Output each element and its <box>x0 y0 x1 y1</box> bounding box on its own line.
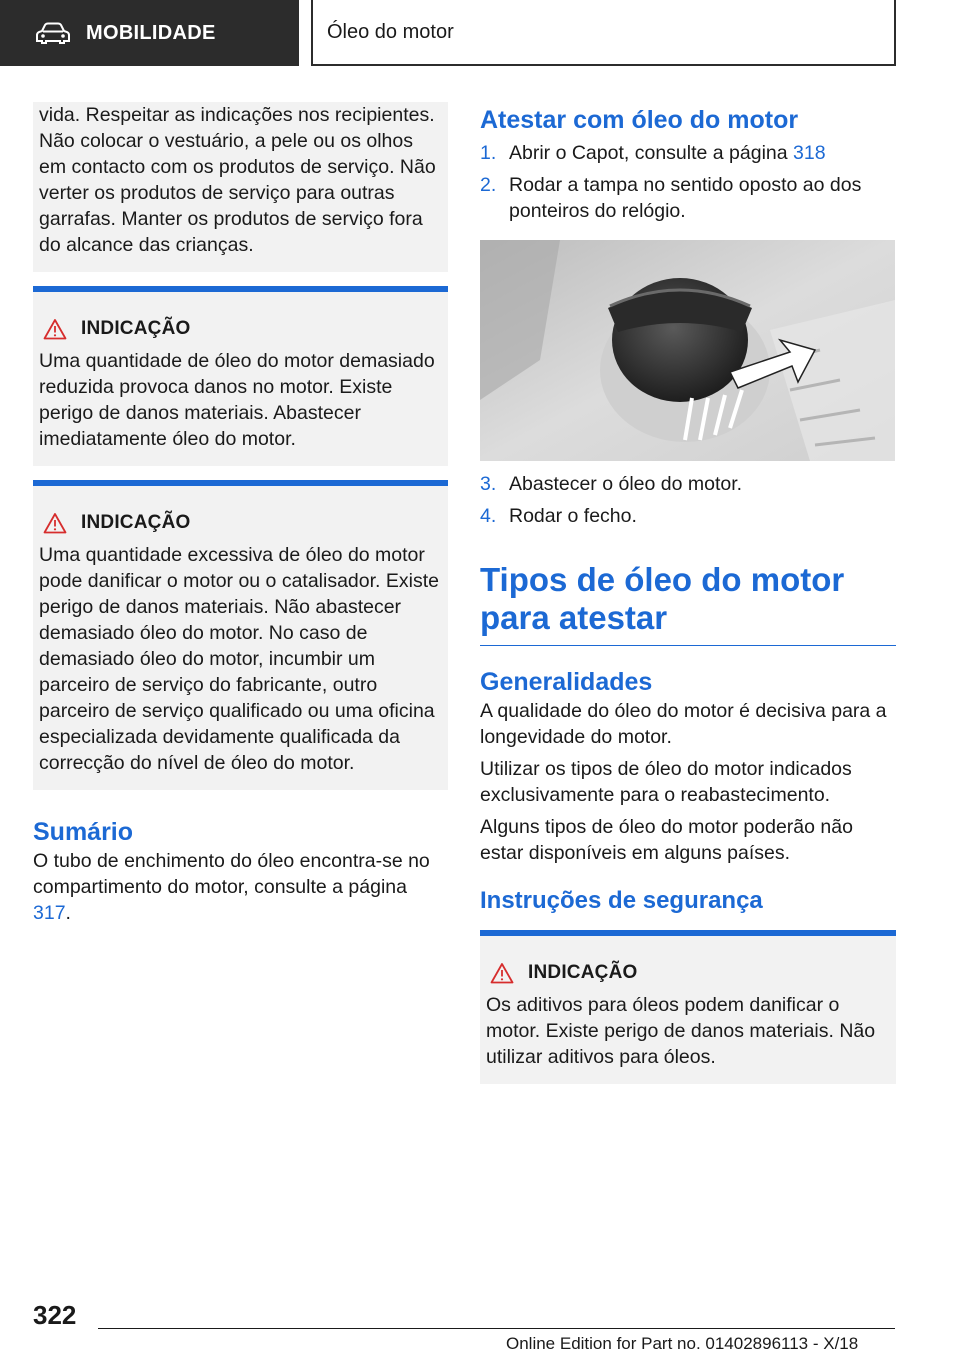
page-title: Óleo do motor <box>311 0 896 66</box>
page-number: 322 <box>33 1300 77 1330</box>
list-item <box>480 503 896 529</box>
oil-cap-illustration <box>480 240 895 461</box>
car-icon <box>36 22 70 44</box>
edition-note: Online Edition for Part no. 01402896113 - X/18 <box>506 1334 859 1353</box>
step-text: Rodar o fecho. <box>509 505 637 527</box>
warning-title: INDICAÇÃO <box>81 318 191 339</box>
step-number: 4. <box>480 505 497 527</box>
list-item <box>480 471 896 497</box>
warning-box-1 <box>33 286 448 466</box>
step-number: 2. <box>480 174 497 196</box>
steps-list-a <box>480 140 896 224</box>
warning-header <box>39 316 442 342</box>
warning-box-3 <box>480 930 896 1084</box>
general-paragraph-2: Utilizar os tipos de óleo do motor indicados exclusivamente para o reabastecimento. <box>480 758 852 806</box>
warning-text: Os aditivos para óleos podem danificar o motor. Existe perigo de danos materiais. Não utilizar aditivos para óleos. <box>486 994 876 1068</box>
list-item <box>480 172 896 224</box>
step-number: 1. <box>480 142 497 164</box>
summary-end: . <box>65 902 71 924</box>
section-label: MOBILIDADE <box>86 21 216 44</box>
page-link-317[interactable]: 317 <box>33 902 66 924</box>
right-column <box>480 102 896 1084</box>
safety-heading: Instruções de segurança <box>480 887 763 914</box>
section-tab <box>0 0 299 66</box>
general-paragraph-3: Alguns tipos de óleo do motor poderão não estar disponíveis em alguns países. <box>480 816 853 864</box>
warning-triangle-icon <box>43 318 67 340</box>
general-heading: Generalidades <box>480 668 653 696</box>
step-number: 3. <box>480 473 497 495</box>
warning-text: Uma quantidade excessiva de óleo do motor pode danificar o motor ou o catalisador. Existe perigo de danos materiais. Não abastecer demasiado óleo do motor. No caso de demasiado óleo do motor, incumbir um parceiro de serviço do fabricante, outro parceiro de serviço qualificado ou uma oficina especializada devidamente qualificada da correcção do nível de óleo do motor. <box>39 544 439 774</box>
types-heading: Tipos de óleo do motor para atestar <box>480 561 896 646</box>
warning-header <box>486 960 890 986</box>
summary-paragraph <box>33 848 448 926</box>
list-item <box>480 140 896 166</box>
fill-heading: Atestar com óleo do motor <box>480 106 799 134</box>
intro-box <box>33 102 448 272</box>
step-text: Rodar a tampa no sentido oposto ao dos ponteiros do relógio. <box>509 174 862 222</box>
intro-text: vida. Respeitar as indicações nos recipientes. Não colocar o vestuário, a pele ou os olhos em contacto com os produtos de serviço. Não verter os produtos de serviço para outras garrafas. Manter os produtos de serviço fora do alcance das crianças. <box>39 104 436 256</box>
summary-heading: Sumário <box>33 818 134 846</box>
warning-triangle-icon <box>490 962 514 984</box>
oil-cap-photo <box>480 240 895 461</box>
warning-title: INDICAÇÃO <box>528 962 638 983</box>
warning-triangle-icon <box>43 512 67 534</box>
steps-list-b <box>480 471 896 529</box>
step-text: Abastecer o óleo do motor. <box>509 473 743 495</box>
footer-divider <box>98 1328 895 1329</box>
warning-title: INDICAÇÃO <box>81 512 191 533</box>
warning-text: Uma quantidade de óleo do motor demasiado reduzida provoca danos no motor. Existe perigo de danos materiais. Abastecer imediatamente óleo do motor. <box>39 350 435 450</box>
step-text-body: Abrir o Capot, consulte a página <box>509 142 794 164</box>
general-paragraph-1: A qualidade do óleo do motor é decisiva para a longevidade do motor. <box>480 700 887 748</box>
step-text <box>509 140 826 166</box>
warning-box-2 <box>33 480 448 790</box>
summary-text: O tubo de enchimento do óleo encontra-se no compartimento do motor, consulte a página <box>33 850 430 898</box>
left-column <box>33 102 448 926</box>
warning-header <box>39 510 442 536</box>
page-link-318[interactable]: 318 <box>793 142 826 164</box>
